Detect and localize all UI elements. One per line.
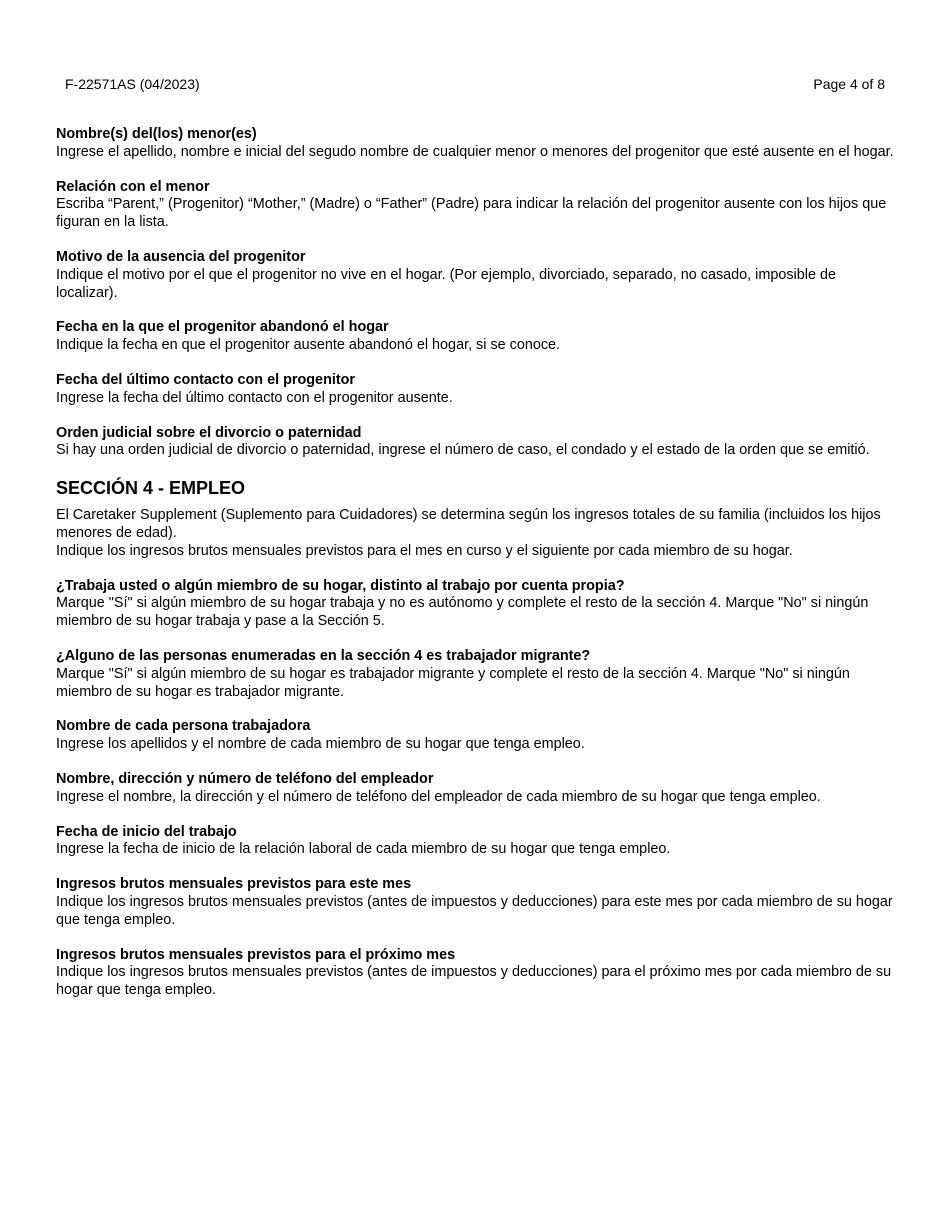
instruction-entry-court-order xyxy=(56,425,896,461)
entry-text: Ingrese el nombre, la dirección y el número de teléfono del empleador de cada miembro de su hogar que tenga empleo. xyxy=(56,788,821,805)
entry-text: Ingrese el apellido, nombre e inicial del segudo nombre de cualquier menor o menores del progenitor que esté ausente en el hogar. xyxy=(56,143,894,160)
intro-paragraph: Indique los ingresos brutos mensuales previstos para el mes en curso y el siguiente por cada miembro de su hogar. xyxy=(56,542,793,559)
entry-title: Relación con el menor xyxy=(56,178,210,195)
entry-text: Ingrese los apellidos y el nombre de cada miembro de su hogar que tenga empleo. xyxy=(56,736,585,753)
entry-text: Indique el motivo por el que el progenitor no vive en el hogar. (Por ejemplo, divorciado, separado, no casado, imposible de localizar). xyxy=(56,266,836,301)
entry-title: Motivo de la ausencia del progenitor xyxy=(56,248,306,265)
instruction-entry-worker-name xyxy=(56,718,896,754)
entry-title: Nombre de cada persona trabajadora xyxy=(56,718,311,735)
entry-title: ¿Alguno de las personas enumeradas en la sección 4 es trabajador migrante? xyxy=(56,647,591,664)
section-heading: SECCIÓN 4 - EMPLEO xyxy=(56,478,246,499)
entry-title: Fecha del último contacto con el progenitor xyxy=(56,371,356,388)
instruction-entry-relationship xyxy=(56,179,896,232)
instruction-entry-date-left xyxy=(56,319,896,355)
intro-paragraph: El Caretaker Supplement (Suplemento para Cuidadores) se determina según los ingresos totales de su familia (incluidos los hijos menores de edad). xyxy=(56,507,881,541)
entry-title: Fecha de inicio del trabajo xyxy=(56,823,237,840)
entry-text: Indique los ingresos brutos mensuales previstos (antes de impuestos y deducciones) para este mes por cada miembro de su hogar que tenga empleo. xyxy=(56,893,893,928)
instruction-entry-child-names xyxy=(56,126,896,162)
form-id: F-22571AS (04/2023) xyxy=(65,76,200,92)
instruction-entry-absence-reason xyxy=(56,249,896,302)
entry-title: Nombre, dirección y número de teléfono del empleador xyxy=(56,770,434,787)
instruction-entry-works xyxy=(56,578,896,631)
entry-text: Marque "Sí" si algún miembro de su hogar trabaja y no es autónomo y complete el resto de la sección 4. Marque "No" si ningún miembro de su hogar trabaja y pase a la Sección 5. xyxy=(56,595,869,630)
instruction-entry-migrant-worker xyxy=(56,648,896,701)
entry-text: Si hay una orden judicial de divorcio o paternidad, ingrese el número de caso, el condado y el estado de la orden que se emitió. xyxy=(56,442,870,459)
entry-title: Orden judicial sobre el divorcio o paternidad xyxy=(56,424,362,441)
entry-title: Ingresos brutos mensuales previstos para este mes xyxy=(56,876,412,893)
page-header xyxy=(65,75,885,93)
entry-text: Ingrese la fecha del último contacto con el progenitor ausente. xyxy=(56,389,453,406)
entry-text: Marque "Sí" si algún miembro de su hogar es trabajador migrante y complete el resto de la sección 4. Marque "No" si ningún miembro de su hogar es trabajador migrante. xyxy=(56,665,850,700)
instruction-entry-income-this-month xyxy=(56,876,896,929)
entry-title: Ingresos brutos mensuales previstos para el próximo mes xyxy=(56,946,456,963)
entry-text: Indique la fecha en que el progenitor ausente abandonó el hogar, si se conoce. xyxy=(56,337,561,354)
page-content xyxy=(56,126,896,1017)
instruction-entry-employer-info xyxy=(56,771,896,807)
entry-title: ¿Trabaja usted o algún miembro de su hogar, distinto al trabajo por cuenta propia? xyxy=(56,577,625,594)
instruction-entry-last-contact xyxy=(56,372,896,408)
instruction-entry-start-date xyxy=(56,824,896,860)
entry-text: Escriba “Parent,” (Progenitor) “Mother,” (Madre) o “Father” (Padre) para indicar la relación del progenitor ausente con los hijos que figuran en la lista. xyxy=(56,196,887,231)
entry-text: Indique los ingresos brutos mensuales previstos (antes de impuestos y deducciones) para el próximo mes por cada miembro de su hogar que tenga empleo. xyxy=(56,964,892,999)
entry-title: Nombre(s) del(los) menor(es) xyxy=(56,126,257,142)
entry-text: Ingrese la fecha de inicio de la relación laboral de cada miembro de su hogar que tenga empleo. xyxy=(56,841,671,858)
entry-title: Fecha en la que el progenitor abandonó el hogar xyxy=(56,319,389,336)
section-intro xyxy=(56,507,896,560)
page-number: Page 4 of 8 xyxy=(813,76,885,92)
instruction-entry-income-next-month xyxy=(56,947,896,1000)
